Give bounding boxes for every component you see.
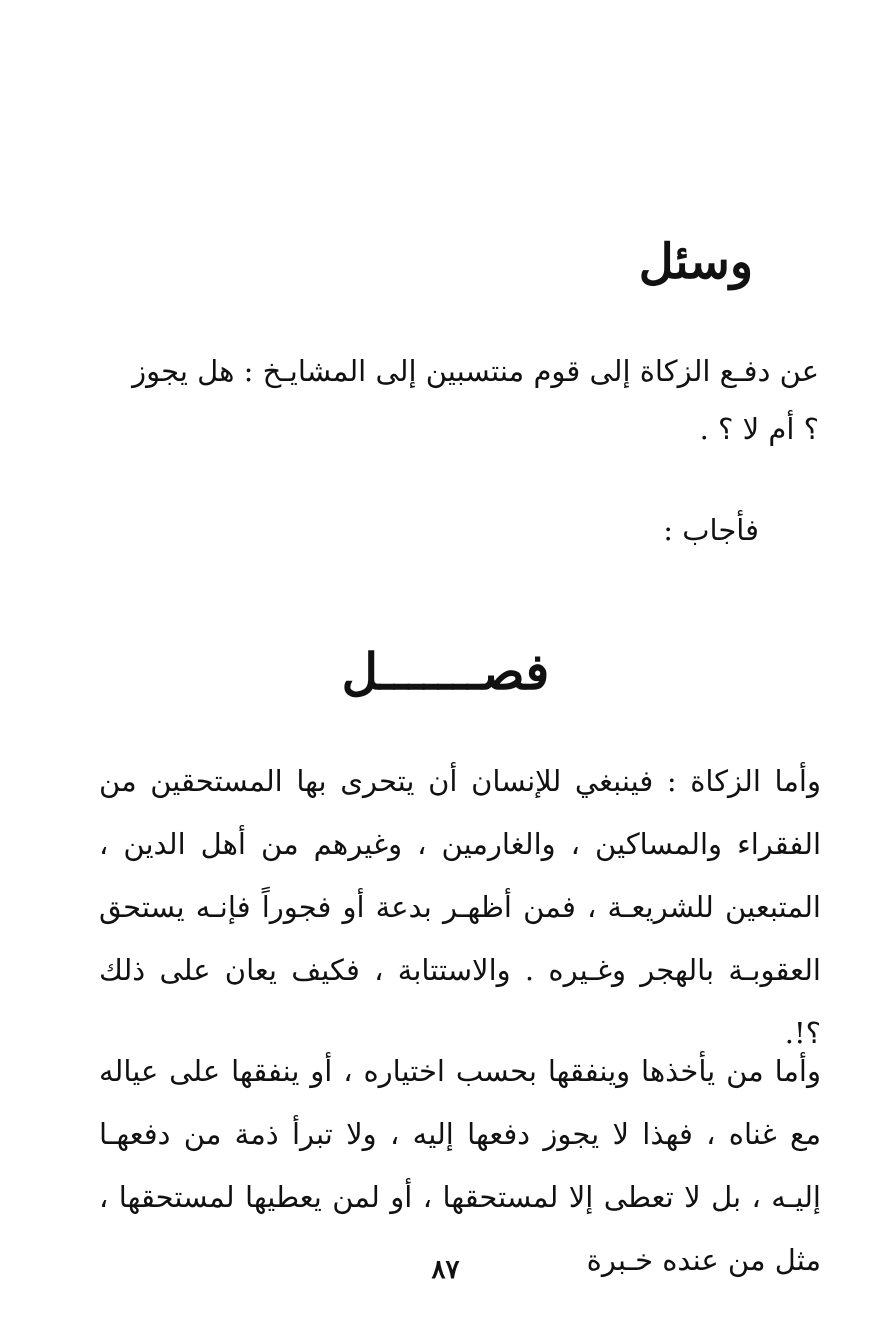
section-heading: فصـــــــل: [341, 642, 550, 701]
body-paragraph: وأما الزكاة : فينبغي للإنسان أن يتحرى بها المستحقين من الفقراء والمساكين ، والغارمين ، وغيرهم من أهل الدين ، المتبعين للشريعـة ، فمن أظهـر بدعة أو فجوراً فإنـه يستحق العقوبـة بالهجر وغـيره . والاستتابة ، فكيف يعان على ذلك ؟!.: [99, 764, 821, 1050]
answer-intro: فأجاب :: [663, 513, 759, 547]
question-heading: وسئل: [638, 234, 753, 290]
question-text: عن دفـع الزكاة إلى قوم منتسبين إلى المشايـخ : هل يجوز ؟ أم لا ؟ .: [132, 354, 819, 446]
page-number: ٨٧: [431, 1255, 460, 1285]
body-paragraph: وأما من يأخذها وينفقها بحسب اختياره ، أو ينفقها على عياله مع غناه ، فهذا لا يجوز دفعها إليه ، ولا تبرأ ذمة من دفعهـا إليـه ، بل لا تعطى إلا لمستحقها ، أو لمن يعطيها لمستحقها ، مثل من عنده خـبرة: [99, 1054, 821, 1277]
